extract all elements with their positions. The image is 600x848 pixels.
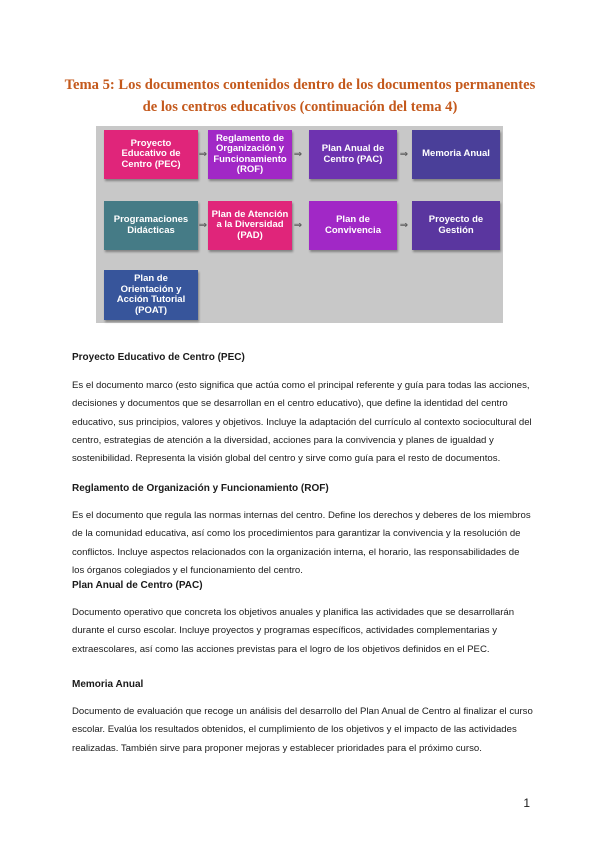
page-title: Tema 5: Los documentos contenidos dentro de los documentos permanentes de los centros educativos (continuación del tema 4) [64,77,536,115]
arrow-right-icon: ⇒ [293,149,303,160]
section-heading-pec: Proyecto Educativo de Centro (PEC) [72,352,245,363]
section-heading-pac: Plan Anual de Centro (PAC) [72,580,203,591]
documents-flow-diagram [96,126,503,323]
page-number: 1 [523,796,530,810]
section-body-rof: Es el documento que regula las normas internas del centro. Define los derechos y deberes de los miembros de la comunidad educativa, así como los procedimientos para garantizar la convivencia y la resolución de conflictos. Incluye aspectos relacionados con la organización interna, el horario, las responsabilidades de los órganos colegiados y el funcionamiento del centro. [72,510,531,576]
diagram-box-convivencia: Plan de Convivencia [309,201,397,250]
diagram-box-rof: Reglamento de Organización y Funcionamiento (ROF) [208,130,292,179]
diagram-box-gestion: Proyecto de Gestión [412,201,500,250]
section-body-pec: Es el documento marco (esto significa que actúa como el principal referente y guía para todas las acciones, decisiones y documentos que se desarrollan en el centro educativo), que define la identidad del centro educativo, sus principios, valores y objetivos. Incluye la adaptación del currículo al contexto sociocultural del centro, estrategias de atención a la diversidad, acciones para la convivencia y planes de igualdad y sostenibilidad. Representa la visión global del centro y sirve como guía para el resto de documentos. [72,380,532,465]
diagram-box-pac: Plan Anual de Centro (PAC) [309,130,397,179]
section-body-memoria: Documento de evaluación que recoge un análisis del desarrollo del Plan Anual de Centro al finalizar el curso escolar. Evalúa los resultados obtenidos, el cumplimiento de los objetivos y el impacto de las actividades realizadas. También sirve para proponer mejoras y establecer prioridades para el próximo curso. [72,706,533,754]
arrow-right-icon: ⇒ [399,220,409,231]
diagram-box-poat: Plan de Orientación y Acción Tutorial (POAT) [104,270,198,320]
section-heading-memoria: Memoria Anual [72,679,144,690]
diagram-box-programaciones: Programaciones Didácticas [104,201,198,250]
section-heading-rof: Reglamento de Organización y Funcionamiento (ROF) [72,483,329,494]
diagram-box-pec: Proyecto Educativo de Centro (PEC) [104,130,198,179]
section-body-pac: Documento operativo que concreta los objetivos anuales y planifica las actividades que se desarrollarán durante el curso escolar. Incluye proyectos y programas específicos, actividades complementarias y extraescolares, así como las acciones previstas para el logro de los objetivos definidos en el PEC. [72,607,515,655]
arrow-right-icon: ⇒ [198,220,208,231]
arrow-right-icon: ⇒ [399,149,409,160]
arrow-right-icon: ⇒ [293,220,303,231]
arrow-right-icon: ⇒ [198,149,208,160]
diagram-box-pad: Plan de Atención a la Diversidad (PAD) [208,201,292,250]
diagram-box-memoria: Memoria Anual [412,130,500,179]
